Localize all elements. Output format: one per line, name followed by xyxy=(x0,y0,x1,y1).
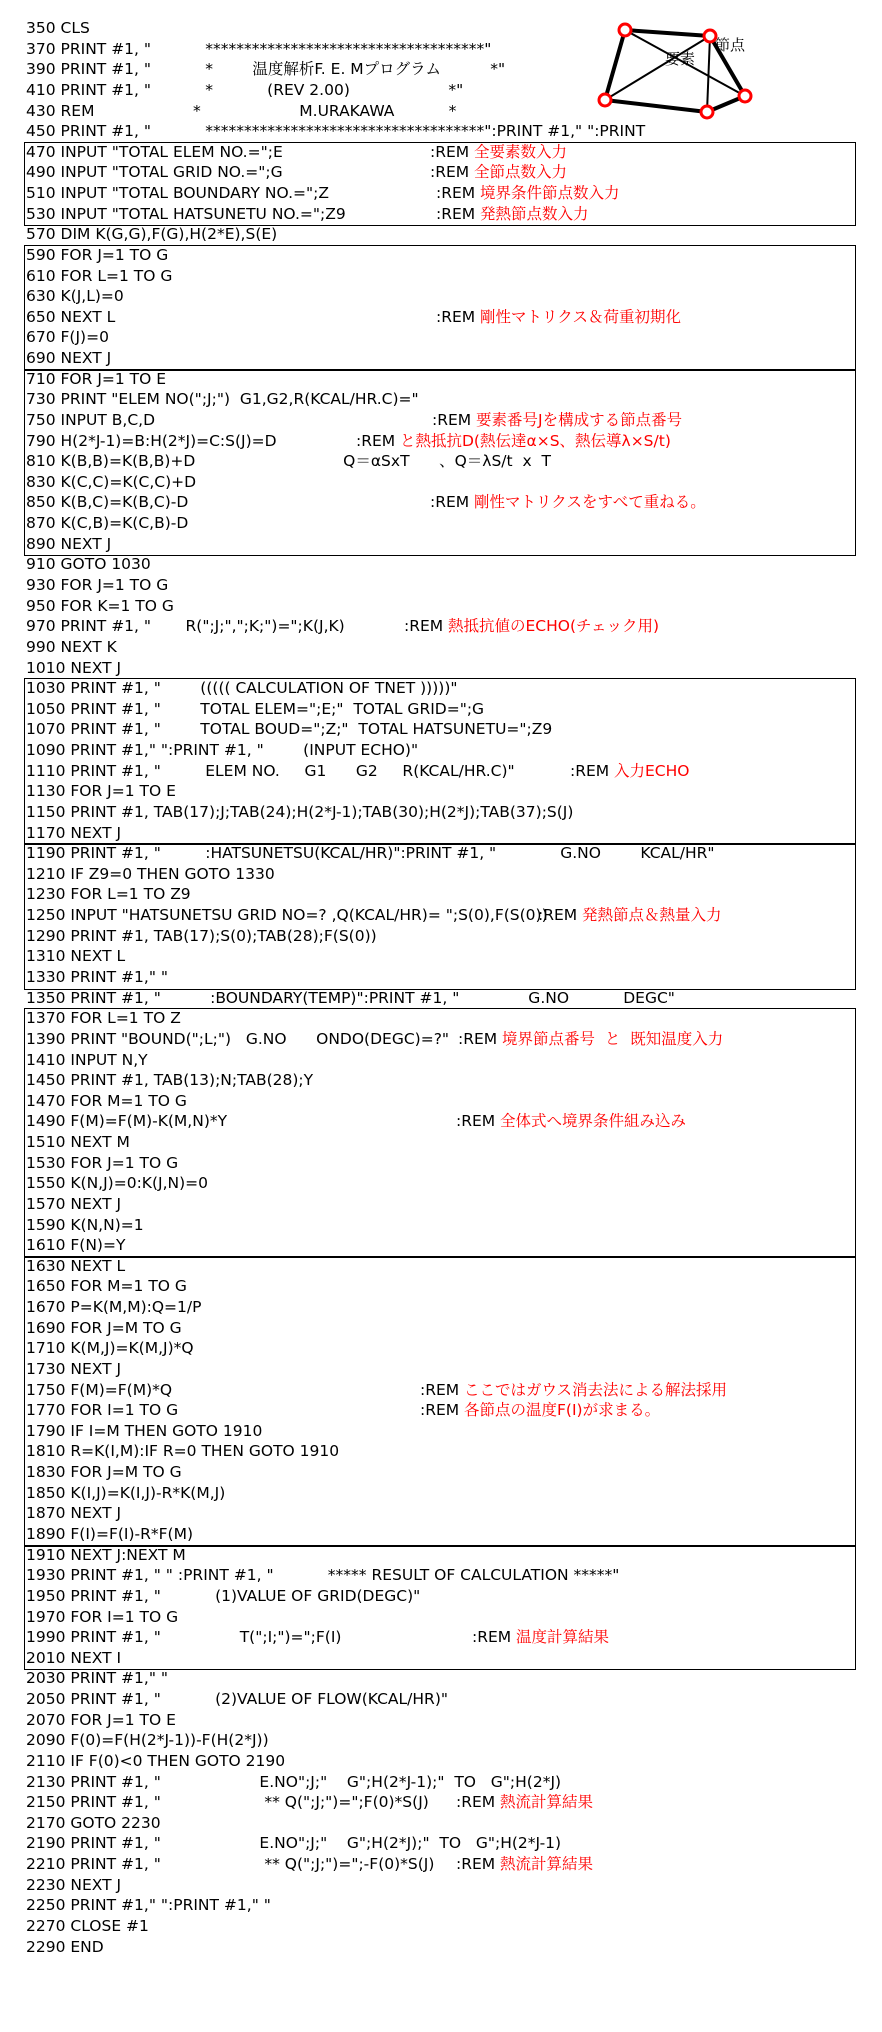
rem-comment: 熱流計算結果 xyxy=(500,1855,594,1874)
code-text: 1930 PRINT #1, " " :PRINT #1, " ***** RESULT OF CALCULATION *****" xyxy=(26,1566,620,1585)
rem-keyword: :REM xyxy=(538,906,578,925)
code-text: 790 H(2*J-1)=B:H(2*J)=C:S(J)=D xyxy=(26,431,277,450)
code-text: 1510 NEXT M xyxy=(26,1133,130,1152)
code-text: 1770 FOR I=1 TO G xyxy=(26,1401,179,1420)
code-line xyxy=(0,1792,882,1813)
code-text: 2030 PRINT #1," " xyxy=(26,1669,169,1688)
code-text: 1350 PRINT #1, " :BOUNDARY(TEMP)":PRINT #1, " G.NO DEGC" xyxy=(26,988,675,1007)
code-section-box xyxy=(24,1256,856,1547)
rem-comment: 熱抵抗値のECHO(チェック用) xyxy=(448,617,660,636)
code-text: 1490 F(M)=F(M)-K(M,N)*Y xyxy=(26,1112,228,1131)
code-text: 850 K(B,C)=K(B,C)-D xyxy=(26,493,189,512)
code-text: 2110 IF F(0)<0 THEN GOTO 2190 xyxy=(26,1751,286,1770)
code-line xyxy=(0,1895,882,1916)
code-line xyxy=(0,1875,882,1896)
code-text: 450 PRINT #1, " ************************************":PRINT #1," ":PRINT xyxy=(26,122,646,141)
code-text: 2170 GOTO 2230 xyxy=(26,1813,161,1832)
code-text: 1090 PRINT #1," ":PRINT #1, " (INPUT ECHO)" xyxy=(26,741,419,760)
code-text: 1250 INPUT "HATSUNETSU GRID NO=? ,Q(KCAL/HR)= ";S(0),F(S(0)) xyxy=(26,906,548,925)
rem-comment: 熱流計算結果 xyxy=(500,1793,594,1812)
code-text: 1170 NEXT J xyxy=(26,823,122,842)
code-line xyxy=(0,1710,882,1731)
code-line xyxy=(0,1833,882,1854)
code-text: 1150 PRINT #1, TAB(17);J;TAB(24);H(2*J-1);TAB(30);H(2*J);TAB(37);S(J) xyxy=(26,802,574,821)
rem-comment: 全体式へ境界条件組み込み xyxy=(500,1112,687,1131)
code-line xyxy=(0,1668,882,1689)
rem-comment: 境界条件節点数入力 xyxy=(480,184,620,203)
code-line xyxy=(0,1689,882,1710)
code-line xyxy=(0,1937,882,1958)
rem-comment: 全節点数入力 xyxy=(474,163,568,182)
code-text: 1190 PRINT #1, " :HATSUNETSU(KCAL/HR)":PRINT #1, " G.NO KCAL/HR" xyxy=(26,844,715,863)
code-text: 470 INPUT "TOTAL ELEM NO.=";E xyxy=(26,142,283,161)
code-text: 990 NEXT K xyxy=(26,637,117,656)
rem-keyword: :REM xyxy=(456,1855,496,1874)
code-text: 2070 FOR J=1 TO E xyxy=(26,1710,176,1729)
code-section-box xyxy=(24,1545,856,1671)
rem-comment: 温度計算結果 xyxy=(516,1628,610,1647)
code-text: 1670 P=K(M,M):Q=1/P xyxy=(26,1298,202,1317)
code-line xyxy=(0,596,882,617)
code-text: 1030 PRINT #1, " ((((( CALCULATION OF TNET )))))" xyxy=(26,679,458,698)
code-text: 2130 PRINT #1, " E.NO";J;" G";H(2*J-1);" TO G";H(2*J) xyxy=(26,1772,562,1791)
rem-keyword: :REM xyxy=(430,493,470,512)
code-text: 1870 NEXT J xyxy=(26,1504,122,1523)
rem-comment: 剛性マトリクス＆荷重初期化 xyxy=(480,307,682,326)
code-line xyxy=(0,637,882,658)
code-text: 1810 R=K(I,M):IF R=0 THEN GOTO 1910 xyxy=(26,1442,340,1461)
mesh-node xyxy=(739,90,751,102)
code-text: 1750 F(M)=F(M)*Q xyxy=(26,1380,173,1399)
rem-comment: 境界節点番号 と 既知温度入力 xyxy=(502,1029,724,1048)
code-text: 1990 PRINT #1, " T(";I;")=";F(I) xyxy=(26,1628,342,1647)
code-text: 1570 NEXT J xyxy=(26,1194,122,1213)
code-text: 970 PRINT #1, " R(";J;",";K;")=";K(J,K) xyxy=(26,617,345,636)
rem-comment: ここではガウス消去法による解法採用 xyxy=(464,1380,728,1399)
code-text: 1690 FOR J=M TO G xyxy=(26,1318,182,1337)
code-text: 890 NEXT J xyxy=(26,534,112,553)
code-section-box xyxy=(24,369,856,557)
rem-comment: 要素番号Jを構成する節点番号 xyxy=(476,410,683,429)
code-line xyxy=(0,988,882,1009)
code-text: 490 INPUT "TOTAL GRID NO.=";G xyxy=(26,163,283,182)
code-text: 410 PRINT #1, " * (REV 2.00) *" xyxy=(26,80,464,99)
rem-comment: 発熱節点＆熱量入力 xyxy=(582,906,722,925)
code-text: 2230 NEXT J xyxy=(26,1875,122,1894)
code-text: 1710 K(M,J)=K(M,J)*Q xyxy=(26,1339,194,1358)
code-text: 650 NEXT L xyxy=(26,307,116,326)
code-text: 1050 PRINT #1, " TOTAL ELEM=";E;" TOTAL GRID=";G xyxy=(26,699,485,718)
code-text: 1590 K(N,N)=1 xyxy=(26,1215,144,1234)
rem-keyword: :REM xyxy=(432,410,472,429)
rem-comment: 各節点の温度F(I)が求まる。 xyxy=(464,1401,661,1420)
code-section-box xyxy=(24,678,856,845)
code-text: 1530 FOR J=1 TO G xyxy=(26,1153,179,1172)
rem-keyword: :REM xyxy=(356,431,396,450)
mesh-node xyxy=(701,106,713,118)
code-text: 1610 F(N)=Y xyxy=(26,1236,126,1255)
code-line xyxy=(0,575,882,596)
code-text: 370 PRINT #1, " ************************************" xyxy=(26,39,492,58)
code-text: 830 K(C,C)=K(C,C)+D xyxy=(26,472,197,491)
code-text: 2010 NEXT I xyxy=(26,1648,122,1667)
code-text: 1950 PRINT #1, " (1)VALUE OF GRID(DEGC)" xyxy=(26,1586,421,1605)
rem-keyword: :REM xyxy=(420,1401,460,1420)
rem-keyword: :REM xyxy=(456,1112,496,1131)
code-text: 750 INPUT B,C,D xyxy=(26,410,156,429)
element-label: 要素 xyxy=(665,50,696,68)
code-line xyxy=(0,1916,882,1937)
rem-comment: と熱抵抗D(熱伝達α×S、熱伝導λ×S/t) xyxy=(400,431,671,450)
rem-comment: 発熱節点数入力 xyxy=(480,204,589,223)
code-text: 430 REM * M.URAKAWA * xyxy=(26,101,457,120)
code-text: 2050 PRINT #1, " (2)VALUE OF FLOW(KCAL/HR)" xyxy=(26,1690,448,1709)
code-text: 1070 PRINT #1, " TOTAL BOUD=";Z;" TOTAL HATSUNETU=";Z9 xyxy=(26,720,553,739)
rem-keyword: :REM xyxy=(436,184,476,203)
rem-keyword: :REM xyxy=(404,617,444,636)
code-text: 870 K(C,B)=K(C,B)-D xyxy=(26,514,189,533)
code-line xyxy=(0,658,882,679)
mesh-node xyxy=(599,94,611,106)
code-text: 1850 K(I,J)=K(I,J)-R*K(M,J) xyxy=(26,1483,226,1502)
code-text: 2250 PRINT #1," ":PRINT #1," " xyxy=(26,1896,271,1915)
code-text: 570 DIM K(G,G),F(G),H(2*E),S(E) xyxy=(26,225,278,244)
code-section-box xyxy=(24,142,856,227)
code-line xyxy=(0,1730,882,1751)
code-text: 1390 PRINT "BOUND(";L;") G.NO ONDO(DEGC)=?" xyxy=(26,1029,450,1048)
code-text: 1630 NEXT L xyxy=(26,1256,126,1275)
code-text: 2190 PRINT #1, " E.NO";J;" G";H(2*J);" TO G";H(2*J-1) xyxy=(26,1834,562,1853)
mesh-node xyxy=(619,24,631,36)
code-text: 2150 PRINT #1, " ** Q(";J;")=";F(0)*S(J) xyxy=(26,1793,429,1812)
code-text: 1890 F(I)=F(I)-R*F(M) xyxy=(26,1524,194,1543)
code-text: 2290 END xyxy=(26,1937,104,1956)
code-text: 1210 IF Z9=0 THEN GOTO 1330 xyxy=(26,864,275,883)
code-line xyxy=(0,1772,882,1793)
code-line xyxy=(0,1751,882,1772)
code-text: 390 PRINT #1, " * 温度解析F. E. Mプログラム *" xyxy=(26,60,506,79)
code-text: 1790 IF I=M THEN GOTO 1910 xyxy=(26,1421,263,1440)
code-text: 730 PRINT "ELEM NO(";J;") G1,G2,R(KCAL/HR.C)=" xyxy=(26,390,419,409)
rem-keyword: :REM xyxy=(456,1793,496,1812)
code-section-box xyxy=(24,245,856,371)
code-text: 1650 FOR M=1 TO G xyxy=(26,1277,187,1296)
fem-mesh-diagram xyxy=(595,18,775,128)
code-line xyxy=(0,1854,882,1875)
code-line xyxy=(0,554,882,575)
code-text: 1330 PRINT #1," " xyxy=(26,967,169,986)
code-section-box xyxy=(24,1008,856,1258)
code-text: 610 FOR L=1 TO G xyxy=(26,266,173,285)
code-text: 1410 INPUT N,Y xyxy=(26,1050,148,1069)
code-text: 2270 CLOSE #1 xyxy=(26,1916,149,1935)
code-text: 670 F(J)=0 xyxy=(26,328,109,347)
rem-keyword: :REM xyxy=(436,307,476,326)
code-text: 930 FOR J=1 TO G xyxy=(26,576,169,594)
code-text: 1470 FOR M=1 TO G xyxy=(26,1091,187,1110)
code-text: 810 K(B,B)=K(B,B)+D Q＝αSxT 、Q＝λS/t x T xyxy=(26,452,551,471)
code-line xyxy=(0,224,882,245)
code-text: 510 INPUT "TOTAL BOUNDARY NO.=";Z xyxy=(26,184,329,203)
code-text: 690 NEXT J xyxy=(26,349,112,368)
rem-keyword: :REM xyxy=(420,1380,460,1399)
code-text: 2210 PRINT #1, " ** Q(";J;")=";-F(0)*S(J) xyxy=(26,1855,435,1874)
code-text: 1310 NEXT L xyxy=(26,947,126,966)
code-text: 1970 FOR I=1 TO G xyxy=(26,1607,179,1626)
code-text: 2090 F(0)=F(H(2*J-1))-F(H(2*J)) xyxy=(26,1731,269,1750)
code-text: 630 K(J,L)=0 xyxy=(26,287,124,306)
code-section-box xyxy=(24,843,856,989)
code-text: 1010 NEXT J xyxy=(26,658,122,677)
rem-keyword: :REM xyxy=(570,761,610,780)
code-text: 1130 FOR J=1 TO E xyxy=(26,782,176,801)
code-text: 1910 NEXT J:NEXT M xyxy=(26,1545,186,1564)
rem-keyword: :REM xyxy=(472,1628,512,1647)
code-text: 710 FOR J=1 TO E xyxy=(26,369,167,388)
rem-comment: 入力ECHO xyxy=(614,761,690,780)
code-text: 1370 FOR L=1 TO Z xyxy=(26,1009,181,1028)
rem-keyword: :REM xyxy=(430,142,470,161)
code-text: 1730 NEXT J xyxy=(26,1359,122,1378)
code-text: 530 INPUT "TOTAL HATSUNETU NO.=";Z9 xyxy=(26,204,346,223)
code-text: 1830 FOR J=M TO G xyxy=(26,1463,182,1482)
code-text: 590 FOR J=1 TO G xyxy=(26,245,169,264)
code-line xyxy=(0,1813,882,1834)
code-text: 350 CLS xyxy=(26,19,90,37)
rem-comment: 全要素数入力 xyxy=(474,142,568,161)
rem-keyword: :REM xyxy=(458,1029,498,1048)
code-text: 1110 PRINT #1, " ELEM NO. G1 G2 R(KCAL/HR.C)" xyxy=(26,761,515,780)
rem-comment: 剛性マトリクスをすべて重ねる。 xyxy=(474,493,706,512)
code-text: 1550 K(N,J)=0:K(J,N)=0 xyxy=(26,1174,208,1193)
rem-keyword: :REM xyxy=(430,163,470,182)
code-text: 1450 PRINT #1, TAB(13);N;TAB(28);Y xyxy=(26,1071,314,1090)
rem-keyword: :REM xyxy=(436,204,476,223)
code-text: 1290 PRINT #1, TAB(17);S(0);TAB(28);F(S(0)) xyxy=(26,926,377,945)
code-text: 1230 FOR L=1 TO Z9 xyxy=(26,885,191,904)
code-text: 950 FOR K=1 TO G xyxy=(26,596,174,615)
code-text: 910 GOTO 1030 xyxy=(26,555,151,574)
node-label: 節点 xyxy=(715,36,746,54)
code-line xyxy=(0,616,882,637)
